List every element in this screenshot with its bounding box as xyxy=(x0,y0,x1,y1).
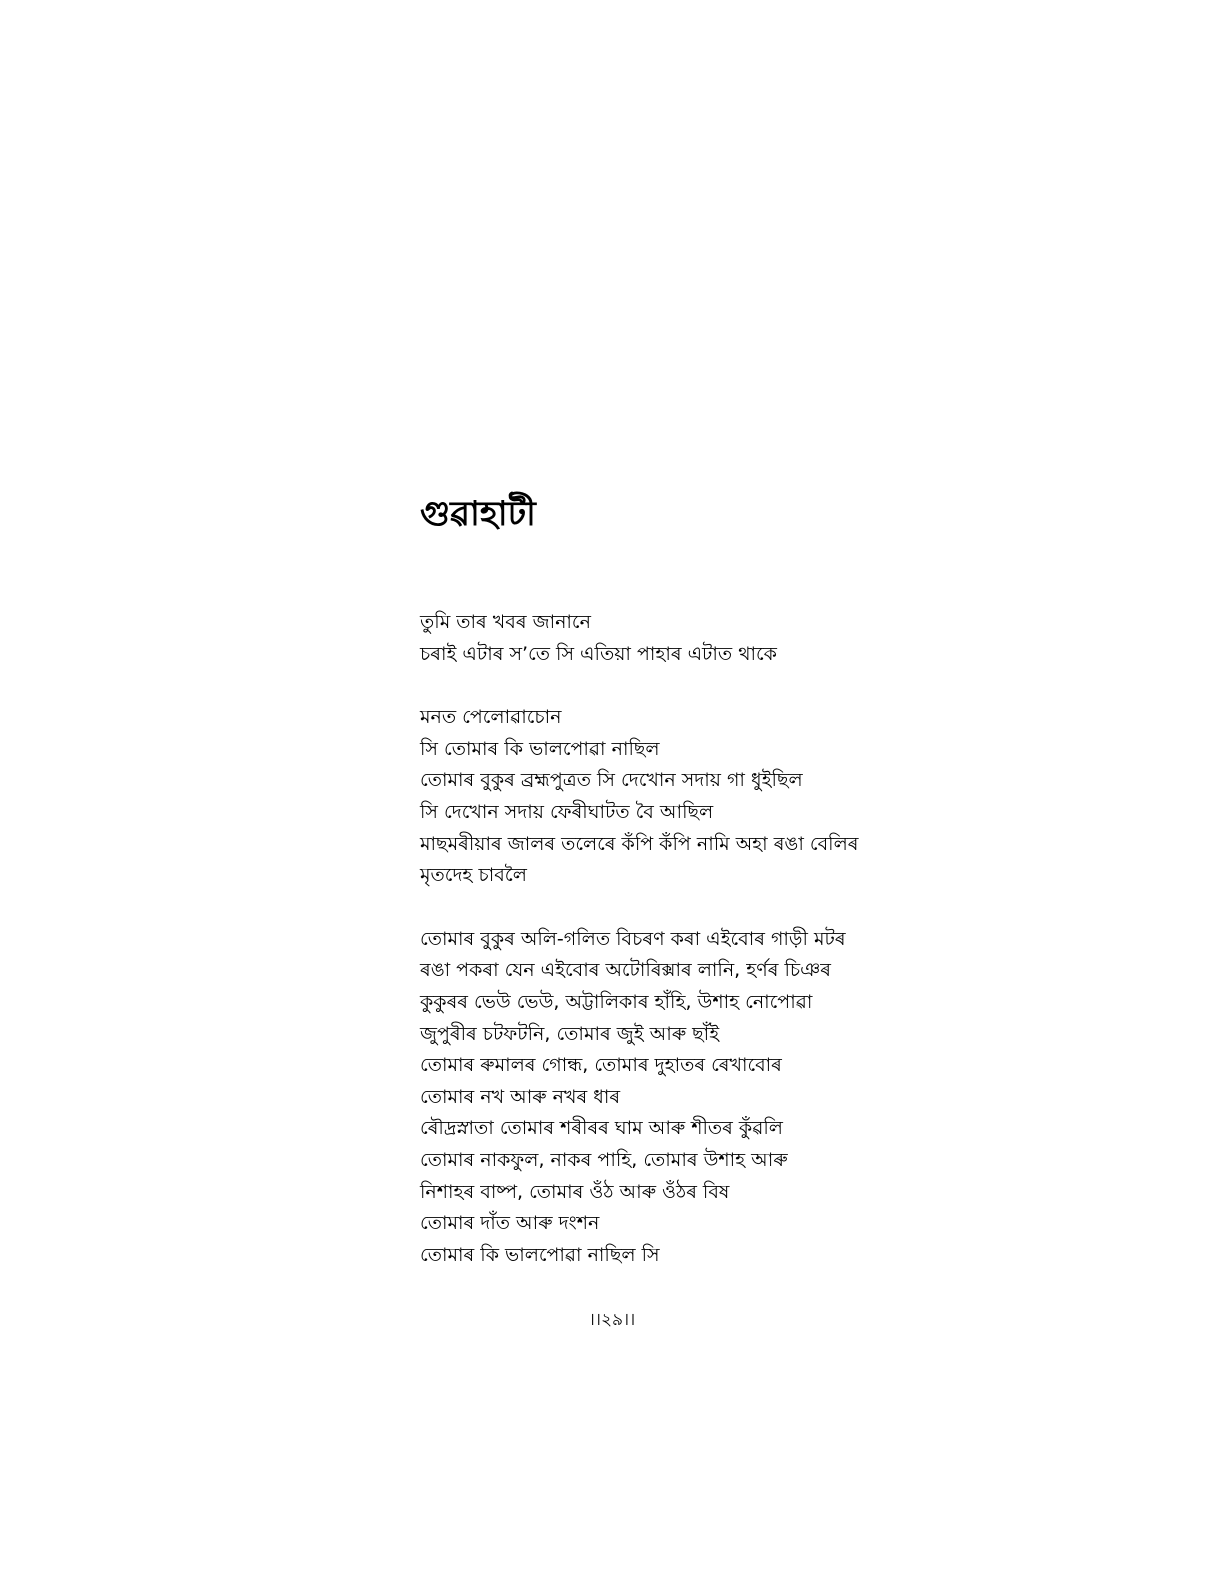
page-number: ।।২৯।। xyxy=(588,1310,636,1330)
poem-title: গুৱাহাটী xyxy=(420,494,536,534)
poem-line: মনত পেলোৱাচোন xyxy=(420,706,562,729)
poem-line: ৰঙা পকৰা যেন এইবোৰ অটোৰিক্সাৰ লানি, হৰ্ণৰ চিঞৰ xyxy=(420,959,831,982)
poem-line: তোমাৰ ৰুমালৰ গোন্ধ, তোমাৰ দুহাতৰ ৰেখাবোৰ xyxy=(420,1054,782,1077)
stanza-2 xyxy=(420,702,858,892)
poem-line: চৰাই এটাৰ স’তে সি এতিয়া পাহাৰ এটাত থাকে xyxy=(420,642,777,665)
poem-line: সি তোমাৰ কি ভালপোৱা নাছিল xyxy=(420,737,660,760)
poem-line: তোমাৰ দাঁত আৰু দংশন xyxy=(420,1212,600,1235)
poem-body xyxy=(420,607,858,1303)
poem-line: মাছমৰীয়াৰ জালৰ তলেৰে কঁপি কঁপি নামি অহা ৰঙা বেলিৰ xyxy=(420,832,859,855)
poem-line: নিশাহৰ বাষ্প, তোমাৰ ওঁঠ আৰু ওঁঠৰ বিষ xyxy=(420,1180,730,1203)
poem-line: তোমাৰ নাকফুল, নাকৰ পাহি, তোমাৰ উশাহ আৰু xyxy=(420,1148,788,1171)
stanza-3 xyxy=(420,924,858,1272)
poem-line: তুমি তাৰ খবৰ জানানে xyxy=(420,611,591,633)
poem-line: তোমাৰ নখ আৰু নখৰ ধাৰ xyxy=(420,1085,621,1108)
poem-line: ৰৌদ্ৰস্নাতা তোমাৰ শৰীৰৰ ঘাম আৰু শীতৰ কুঁৱলি xyxy=(420,1117,783,1140)
poem-line: মৃতদেহ চাবলৈ xyxy=(420,864,527,887)
stanza-1 xyxy=(420,607,858,670)
poem-line: তোমাৰ বুকুৰ অলি-গলিত বিচৰণ কৰা এইবোৰ গাড়ী মটৰ xyxy=(420,927,846,950)
poem-line: সি দেখোন সদায় ফেৰীঘাটত বৈ আছিল xyxy=(420,800,714,823)
poem-line: কুকুৰৰ ভেউ ভেউ, অট্টালিকাৰ হাঁহি, উশাহ নোপোৱা xyxy=(420,990,813,1013)
poem-line: জুপুৰীৰ চটফটনি, তোমাৰ জুই আৰু ছাঁই xyxy=(420,1022,720,1045)
poem-line: তোমাৰ বুকুৰ ব্ৰহ্মপুত্ৰত সি দেখোন সদায় গা ধুইছিল xyxy=(420,769,803,792)
poem-line: তোমাৰ কি ভালপোৱা নাছিল সি xyxy=(420,1243,660,1266)
